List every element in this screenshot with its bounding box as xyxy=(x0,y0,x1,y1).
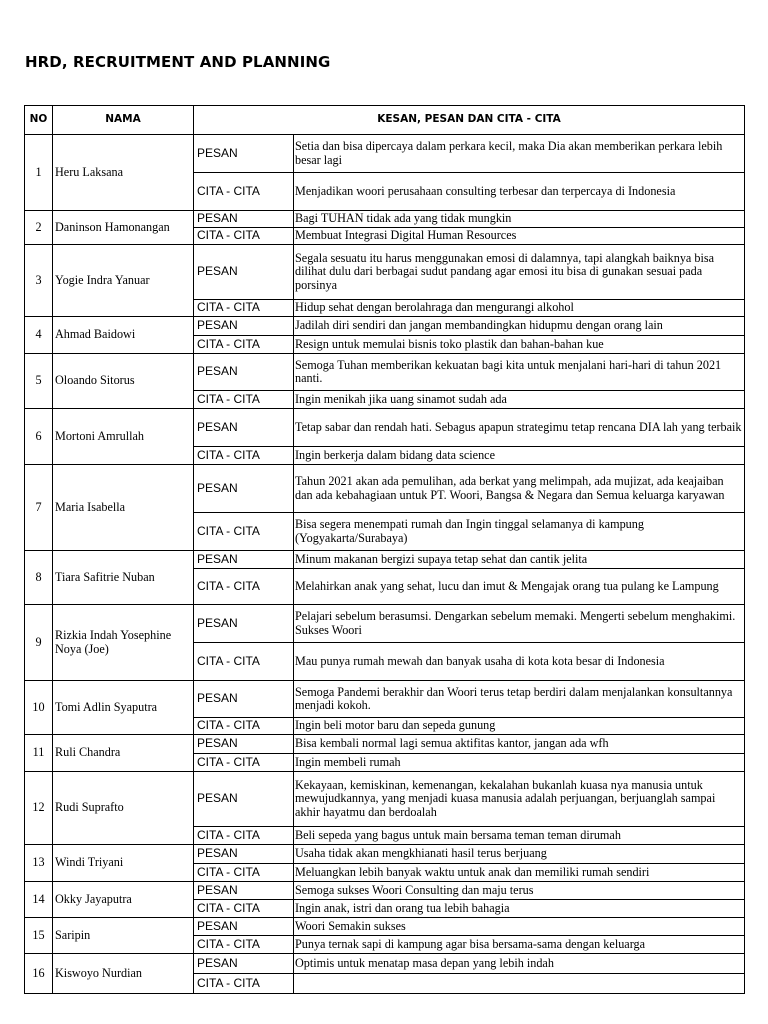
pesan-text: Jadilah diri sendiri dan jangan membandingkan hidupmu dengan orang lain xyxy=(294,317,745,336)
row-name: Ruli Chandra xyxy=(53,735,194,772)
row-name: Tomi Adlin Syaputra xyxy=(53,681,194,735)
row-name: Heru Laksana xyxy=(53,135,194,211)
page-title: HRD, RECRUITMENT AND PLANNING xyxy=(25,53,331,71)
pesan-text: Kekayaan, kemiskinan, kemenangan, kekalahan bukanlah kuasa nya manusia untuk mewujudkannya, yang menjadi kuasa manusia adalah perjuangan, berjuanglah sampai akhir hayatmu dan berdoalah xyxy=(294,772,745,827)
table-row xyxy=(25,245,745,300)
cita-label: CITA - CITA xyxy=(194,936,294,954)
pesan-label: PESAN xyxy=(194,211,294,228)
row-name: Maria Isabella xyxy=(53,465,194,551)
cita-label: CITA - CITA xyxy=(194,827,294,845)
pesan-label: PESAN xyxy=(194,354,294,391)
row-number: 6 xyxy=(25,409,53,465)
row-number: 7 xyxy=(25,465,53,551)
pesan-label: PESAN xyxy=(194,845,294,864)
pesan-label: PESAN xyxy=(194,409,294,447)
table-header-row xyxy=(25,106,745,135)
pesan-label: PESAN xyxy=(194,317,294,336)
pesan-text: Segala sesuatu itu harus menggunakan emosi di dalamnya, tapi alangkah baiknya bisa dilihat dulu dari berbagai sudut pandang agar emosi itu bisa di gunakan sesuai pada porsinya xyxy=(294,245,745,300)
table-row xyxy=(25,465,745,513)
cita-label: CITA - CITA xyxy=(194,974,294,994)
pesan-label: PESAN xyxy=(194,772,294,827)
header-nama: NAMA xyxy=(53,106,194,135)
pesan-text: Semoga Pandemi berakhir dan Woori terus tetap berdiri dalam menjalankan konsultannya menjadi kokoh. xyxy=(294,681,745,718)
cita-text xyxy=(294,974,745,994)
cita-text: Meluangkan lebih banyak waktu untuk anak dan memiliki rumah sendiri xyxy=(294,864,745,882)
cita-label: CITA - CITA xyxy=(194,228,294,245)
pesan-text: Usaha tidak akan mengkhianati hasil terus berjuang xyxy=(294,845,745,864)
cita-label: CITA - CITA xyxy=(194,864,294,882)
cita-label: CITA - CITA xyxy=(194,718,294,735)
table-row xyxy=(25,211,745,228)
cita-text: Mau punya rumah mewah dan banyak usaha di kota kota besar di Indonesia xyxy=(294,643,745,681)
table-row xyxy=(25,918,745,936)
cita-text: Punya ternak sapi di kampung agar bisa bersama-sama dengan keluarga xyxy=(294,936,745,954)
cita-label: CITA - CITA xyxy=(194,513,294,551)
row-number: 16 xyxy=(25,954,53,994)
table-row xyxy=(25,882,745,900)
pesan-label: PESAN xyxy=(194,882,294,900)
row-name: Saripin xyxy=(53,918,194,954)
pesan-label: PESAN xyxy=(194,918,294,936)
row-number: 9 xyxy=(25,605,53,681)
cita-text: Menjadikan woori perusahaan consulting terbesar dan terpercaya di Indonesia xyxy=(294,173,745,211)
pesan-text: Bisa kembali normal lagi semua aktifitas kantor, jangan ada wfh xyxy=(294,735,745,754)
header-kesan: KESAN, PESAN DAN CITA - CITA xyxy=(194,106,745,135)
table-row xyxy=(25,845,745,864)
cita-text: Resign untuk memulai bisnis toko plastik dan bahan-bahan kue xyxy=(294,336,745,354)
pesan-label: PESAN xyxy=(194,245,294,300)
row-name: Mortoni Amrullah xyxy=(53,409,194,465)
cita-text: Bisa segera menempati rumah dan Ingin tinggal selamanya di kampung (Yogyakarta/Surabaya) xyxy=(294,513,745,551)
cita-label: CITA - CITA xyxy=(194,569,294,605)
pesan-text: Setia dan bisa dipercaya dalam perkara kecil, maka Dia akan memberikan perkara lebih besar lagi xyxy=(294,135,745,173)
cita-text: Ingin beli motor baru dan sepeda gunung xyxy=(294,718,745,735)
pesan-label: PESAN xyxy=(194,551,294,569)
cita-label: CITA - CITA xyxy=(194,754,294,772)
table-row xyxy=(25,551,745,569)
table-row xyxy=(25,735,745,754)
row-number: 3 xyxy=(25,245,53,317)
kesan-pesan-table xyxy=(24,105,745,994)
row-name: Oloando Sitorus xyxy=(53,354,194,409)
table-row xyxy=(25,135,745,173)
row-name: Rudi Suprafto xyxy=(53,772,194,845)
row-name: Rizkia Indah Yosephine Noya (Joe) xyxy=(53,605,194,681)
cita-text: Beli sepeda yang bagus untuk main bersama teman teman dirumah xyxy=(294,827,745,845)
table-row xyxy=(25,681,745,718)
cita-text: Ingin menikah jika uang sinamot sudah ada xyxy=(294,391,745,409)
row-name: Daninson Hamonangan xyxy=(53,211,194,245)
pesan-label: PESAN xyxy=(194,135,294,173)
row-number: 2 xyxy=(25,211,53,245)
cita-text: Ingin anak, istri dan orang tua lebih bahagia xyxy=(294,900,745,918)
pesan-text: Bagi TUHAN tidak ada yang tidak mungkin xyxy=(294,211,745,228)
pesan-text: Woori Semakin sukses xyxy=(294,918,745,936)
row-name: Ahmad Baidowi xyxy=(53,317,194,354)
table-body xyxy=(25,135,745,994)
row-number: 8 xyxy=(25,551,53,605)
row-name: Yogie Indra Yanuar xyxy=(53,245,194,317)
table-row xyxy=(25,772,745,827)
row-name: Tiara Safitrie Nuban xyxy=(53,551,194,605)
cita-label: CITA - CITA xyxy=(194,643,294,681)
row-name: Kiswoyo Nurdian xyxy=(53,954,194,994)
pesan-text: Semoga Tuhan memberikan kekuatan bagi kita untuk menjalani hari-hari di tahun 2021 nanti. xyxy=(294,354,745,391)
row-name: Windi Triyani xyxy=(53,845,194,882)
pesan-text: Tetap sabar dan rendah hati. Sebagus apapun strategimu tetap rencana DIA lah yang terbaik xyxy=(294,409,745,447)
table-row xyxy=(25,317,745,336)
cita-label: CITA - CITA xyxy=(194,300,294,317)
table-row xyxy=(25,354,745,391)
cita-text: Membuat Integrasi Digital Human Resources xyxy=(294,228,745,245)
row-name: Okky Jayaputra xyxy=(53,882,194,918)
row-number: 4 xyxy=(25,317,53,354)
row-number: 12 xyxy=(25,772,53,845)
pesan-label: PESAN xyxy=(194,605,294,643)
cita-text: Melahirkan anak yang sehat, lucu dan imut & Mengajak orang tua pulang ke Lampung xyxy=(294,569,745,605)
table-row xyxy=(25,605,745,643)
pesan-label: PESAN xyxy=(194,681,294,718)
cita-text: Ingin membeli rumah xyxy=(294,754,745,772)
table-row xyxy=(25,954,745,974)
cita-text: Ingin berkerja dalam bidang data science xyxy=(294,447,745,465)
row-number: 14 xyxy=(25,882,53,918)
pesan-label: PESAN xyxy=(194,735,294,754)
cita-label: CITA - CITA xyxy=(194,173,294,211)
row-number: 15 xyxy=(25,918,53,954)
cita-text: Hidup sehat dengan berolahraga dan mengurangi alkohol xyxy=(294,300,745,317)
pesan-text: Semoga sukses Woori Consulting dan maju terus xyxy=(294,882,745,900)
pesan-text: Pelajari sebelum berasumsi. Dengarkan sebelum memaki. Mengerti sebelum menghakimi. Sukses Woori xyxy=(294,605,745,643)
cita-label: CITA - CITA xyxy=(194,900,294,918)
row-number: 5 xyxy=(25,354,53,409)
table-row xyxy=(25,409,745,447)
row-number: 13 xyxy=(25,845,53,882)
pesan-text: Minum makanan bergizi supaya tetap sehat dan cantik jelita xyxy=(294,551,745,569)
pesan-label: PESAN xyxy=(194,954,294,974)
header-no: NO xyxy=(25,106,53,135)
pesan-text: Optimis untuk menatap masa depan yang lebih indah xyxy=(294,954,745,974)
pesan-text: Tahun 2021 akan ada pemulihan, ada berkat yang melimpah, ada mujizat, ada keajaiban dan ada kebahagiaan untuk PT. Woori, Bangsa & Negara dan Semua keluarga karyawan xyxy=(294,465,745,513)
row-number: 10 xyxy=(25,681,53,735)
cita-label: CITA - CITA xyxy=(194,447,294,465)
row-number: 1 xyxy=(25,135,53,211)
pesan-label: PESAN xyxy=(194,465,294,513)
cita-label: CITA - CITA xyxy=(194,391,294,409)
row-number: 11 xyxy=(25,735,53,772)
cita-label: CITA - CITA xyxy=(194,336,294,354)
